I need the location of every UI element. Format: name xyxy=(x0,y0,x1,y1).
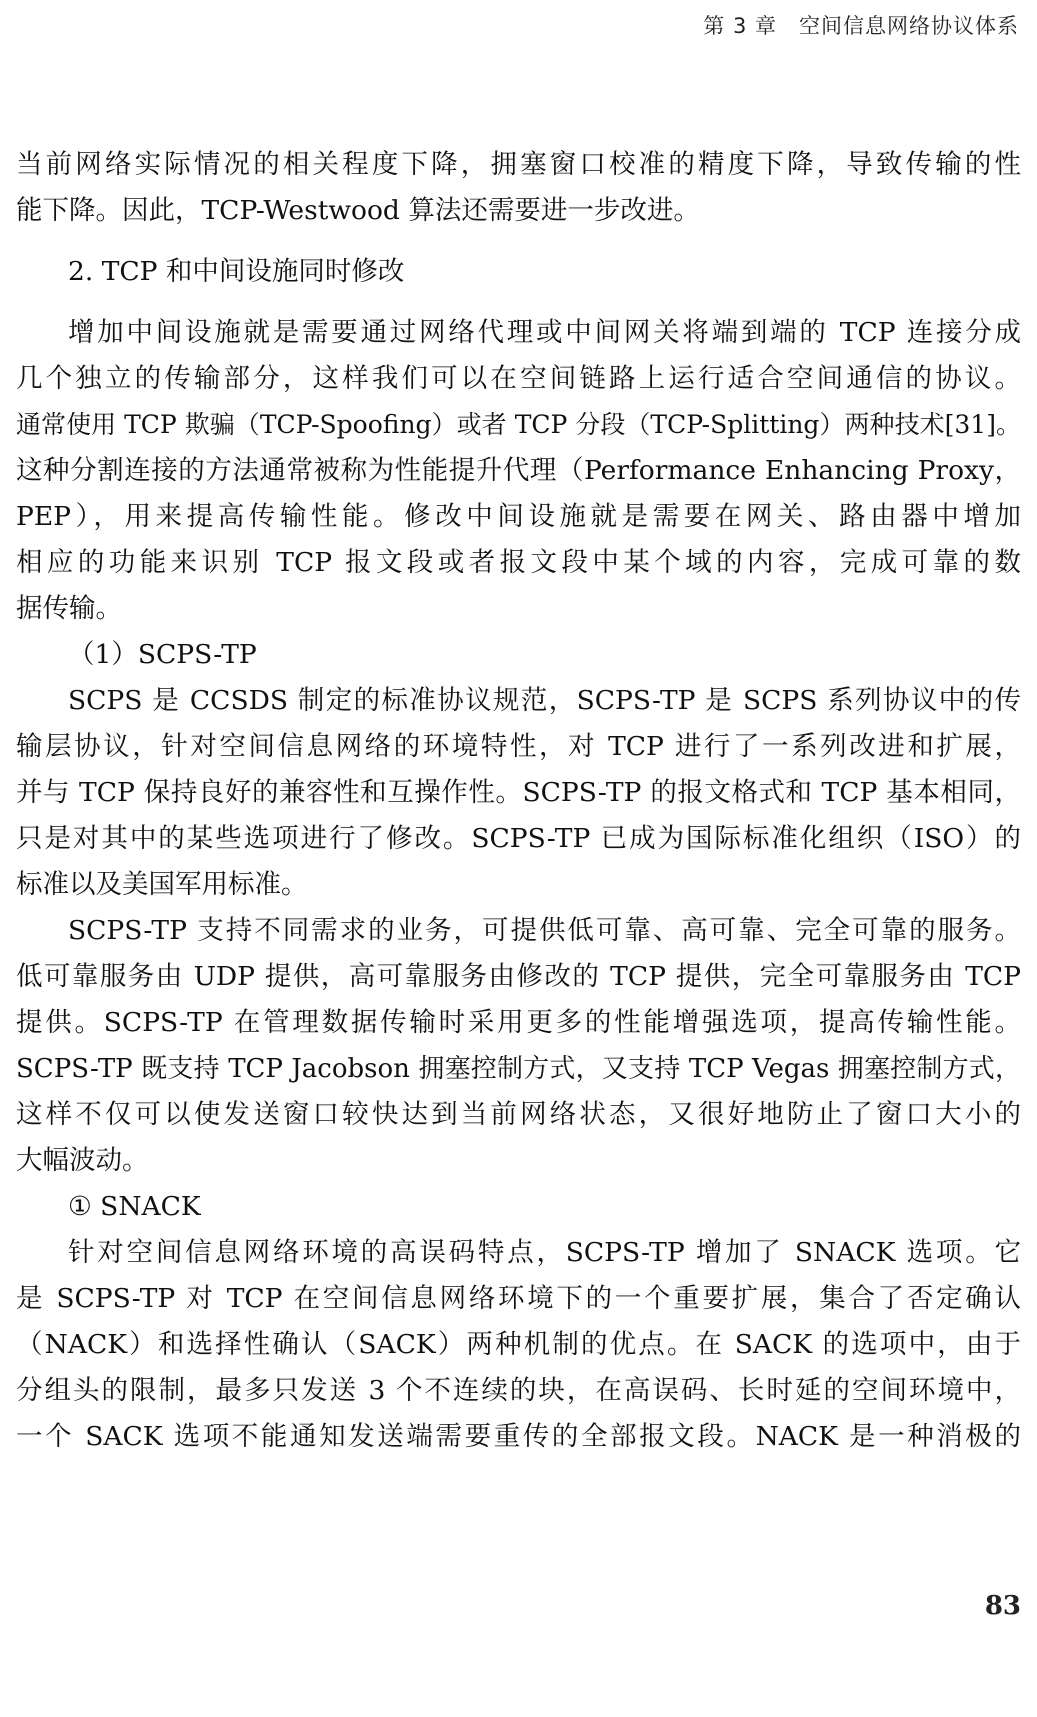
chapter-title: 空间信息网络协议体系 xyxy=(799,14,1019,38)
text-line: 通常使用 TCP 欺骗（TCP-Spoofing）或者 TCP 分段（TCP-Splitting）两种技术[31]。 xyxy=(16,410,1021,439)
text-line: 分组头的限制，最多只发送 3 个不连续的块，在高误码、长时延的空间环境中， xyxy=(16,1375,1021,1406)
text-line: 这种分割连接的方法通常被称为性能提升代理（Performance Enhancing Proxy， xyxy=(16,455,1021,486)
text-line: 据传输。 xyxy=(16,593,122,624)
section-heading: 2. TCP 和中间设施同时修改 xyxy=(68,256,405,287)
text-line: 低可靠服务由 UDP 提供，高可靠服务由修改的 TCP 提供，完全可靠服务由 TCP xyxy=(16,961,1021,992)
page-number: 83 xyxy=(984,1591,1021,1621)
text-line: SCPS-TP 既支持 TCP Jacobson 拥塞控制方式，又支持 TCP Vegas 拥塞控制方式， xyxy=(16,1054,1021,1084)
body-text xyxy=(16,142,1021,1460)
subsection-heading: （1）SCPS-TP xyxy=(68,639,257,670)
text-line: 这样不仅可以使发送窗口较快达到当前网络状态，又很好地防止了窗口大小的 xyxy=(16,1099,1021,1130)
item-heading: ① SNACK xyxy=(68,1191,201,1222)
text-line: SCPS-TP 支持不同需求的业务，可提供低可靠、高可靠、完全可靠的服务。 xyxy=(68,915,1021,946)
text-line: 增加中间设施就是需要通过网络代理或中间网关将端到端的 TCP 连接分成 xyxy=(68,317,1021,348)
text-line: 标准以及美国军用标准。 xyxy=(16,869,308,900)
text-line: 当前网络实际情况的相关程度下降，拥塞窗口校准的精度下降，导致传输的性 xyxy=(16,149,1021,180)
text-line: 针对空间信息网络环境的高误码特点，SCPS-TP 增加了 SNACK 选项。它 xyxy=(68,1237,1021,1268)
text-line: 相应的功能来识别 TCP 报文段或者报文段中某个域的内容，完成可靠的数 xyxy=(16,547,1021,578)
text-line: 大幅波动。 xyxy=(16,1145,149,1176)
text-line: PEP），用来提高传输性能。修改中间设施就是需要在网关、路由器中增加 xyxy=(16,501,1021,532)
text-line: 是 SCPS-TP 对 TCP 在空间信息网络环境下的一个重要扩展，集合了否定确认 xyxy=(16,1283,1021,1314)
text-line: 输层协议，针对空间信息网络的环境特性，对 TCP 进行了一系列改进和扩展， xyxy=(16,731,1021,762)
running-header xyxy=(703,10,1019,40)
text-line: 只是对其中的某些选项进行了修改。SCPS-TP 已成为国际标准化组织（ISO）的 xyxy=(16,823,1021,854)
text-line: 并与 TCP 保持良好的兼容性和互操作性。SCPS-TP 的报文格式和 TCP 基本相同， xyxy=(16,777,1021,808)
text-line: SCPS 是 CCSDS 制定的标准协议规范，SCPS-TP 是 SCPS 系列协议中的传 xyxy=(68,685,1021,716)
text-line: 一个 SACK 选项不能通知发送端需要重传的全部报文段。NACK 是一种消极的 xyxy=(16,1421,1021,1452)
chapter-number: 第 3 章 xyxy=(703,14,777,38)
text-line: （NACK）和选择性确认（SACK）两种机制的优点。在 SACK 的选项中，由于 xyxy=(16,1329,1021,1360)
text-line: 几个独立的传输部分，这样我们可以在空间链路上运行适合空间通信的协议。 xyxy=(16,363,1021,394)
text-line: 能下降。因此，TCP-Westwood 算法还需要进一步改进。 xyxy=(16,195,700,226)
text-line: 提供。SCPS-TP 在管理数据传输时采用更多的性能增强选项，提高传输性能。 xyxy=(16,1007,1021,1038)
